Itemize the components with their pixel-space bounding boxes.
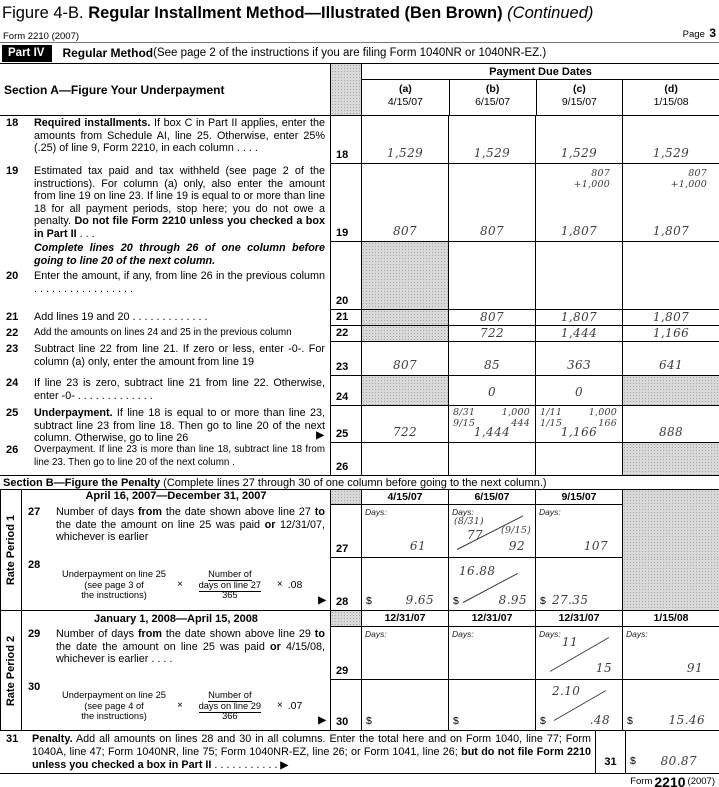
section-a-title: Section A—Figure Your Underpayment <box>0 64 330 116</box>
part-iv-badge: Part IV <box>2 45 52 62</box>
rate-2-date-a: 12/31/07 <box>361 611 448 627</box>
header-number-cell <box>330 64 361 116</box>
line-22-text: Add the amounts on lines 24 and 25 in the previous column <box>34 327 292 338</box>
days-label: Days: <box>539 629 561 639</box>
multiply-icon: × <box>177 578 183 590</box>
row-18-value-b: 1,529 <box>473 146 511 160</box>
line-27-text: Number of days from the date shown above line 27 to the date the amount on line 25 was paid or 12/31/07, whichever is earlier <box>56 506 326 543</box>
line-30-rate: .07 <box>287 699 303 712</box>
line-29-number: 29 <box>28 628 41 640</box>
dollar-sign: $ <box>540 715 546 727</box>
rate-2-date-d: 1/15/08 <box>622 611 719 627</box>
line-31-number: 31 <box>6 733 19 745</box>
row-29-days-c-old: 11 <box>562 635 579 649</box>
line-19-text: Estimated tax paid and tax withheld (see page 2 of the instructions). For column (a) only, also enter the amount from line 19 on line 23. If line 19 is equal to or more than line 18 for all payment periods, stop here; you do not owe a penalty. Do not file Form 2210 unless you checked a box in Part II . . . <box>34 165 325 240</box>
row-27-days-c: 107 <box>583 539 608 553</box>
row-19-value-c: 1,807 <box>560 224 598 238</box>
rate-2-date-row <box>330 611 719 627</box>
row-20-label <box>0 242 330 310</box>
row-29-cell-d <box>622 627 719 680</box>
row-30-formula <box>22 680 330 730</box>
figure-title-continued: (Continued) <box>507 4 594 22</box>
row-21-value-c: 1,807 <box>560 310 598 324</box>
line-28-rate: .08 <box>287 578 303 591</box>
row-19 <box>330 164 719 242</box>
row-25-value-d: 888 <box>658 425 684 439</box>
multiply-icon: × <box>276 578 283 590</box>
row-24-label <box>0 376 330 406</box>
rate-1-grid <box>330 490 719 610</box>
row-27-num: 27 <box>330 505 361 558</box>
rate-2-date-b: 12/31/07 <box>448 611 535 627</box>
page-number: 3 <box>709 26 716 40</box>
rate-2-description-column <box>22 611 330 730</box>
multiply-icon: × <box>276 699 283 711</box>
line-30-underpayment-label: Underpayment on line 25 (see page 4 of the instructions) <box>62 690 166 722</box>
row-26-label <box>0 443 330 475</box>
rate-1-date-num-cell <box>330 490 361 505</box>
multiply-icon: × <box>177 699 183 711</box>
row-27-note-b1: (8/31) <box>454 516 484 527</box>
rate-1-shaded-d <box>622 505 719 558</box>
row-23-value-c: 363 <box>566 358 592 372</box>
row-24-num: 24 <box>330 376 361 406</box>
section-a <box>0 64 719 475</box>
col-header-d: (d) 1/15/08 <box>622 80 719 116</box>
row-27-days-b-new: 92 <box>508 539 525 553</box>
row-23-label <box>0 342 330 376</box>
days-label: Days: <box>452 507 474 517</box>
row-28 <box>330 558 719 610</box>
row-21-value-b: 807 <box>479 310 505 324</box>
days-label: Days: <box>365 507 387 517</box>
line-25-text: ▶ Underpayment. If line 18 is equal to or more than line 23, subtract line 23 from line 18. Then go to line 20 of the next column. Otherwise, go to line 26 <box>34 407 325 444</box>
section-a-description-column <box>0 64 330 475</box>
row-27-days-b-old: 77 <box>467 528 484 542</box>
row-25-pencil-note-b: 8/31 1,000 9/15 444 <box>453 407 530 429</box>
row-18 <box>330 116 719 164</box>
col-header-c: (c) 9/15/07 <box>536 80 623 116</box>
line-21-number: 21 <box>6 311 19 323</box>
figure-title-prefix: Figure 4-B. <box>2 4 89 22</box>
line-27-number: 27 <box>28 506 41 518</box>
row-23-value-b: 85 <box>483 358 501 372</box>
line-21-text: Add lines 19 and 20 . . . . . . . . . . . . . <box>34 311 208 323</box>
line-28-arrow-icon: ▶ <box>318 594 326 606</box>
row-31-label <box>0 731 595 773</box>
line-26-text: Overpayment. If line 23 is more than line 18, subtract line 18 from line 23. Then go to line 20 of the next column . <box>34 444 325 468</box>
dollar-sign: $ <box>630 755 636 767</box>
page-footer <box>0 774 719 787</box>
row-23-value-d: 641 <box>658 358 684 372</box>
row-18-value-d: 1,529 <box>652 146 690 160</box>
row-28-amount-b-new: 8.95 <box>498 593 527 607</box>
row-28-cell-b <box>448 558 535 610</box>
row-31-num-cell: 31 <box>595 731 625 773</box>
row-25-pencil-note-c: 1/11 1,000 1/15 166 <box>540 407 617 429</box>
row-25-num: 25 <box>330 406 361 443</box>
section-a-grid <box>330 64 719 475</box>
row-26 <box>330 443 719 475</box>
row-30-num: 30 <box>330 680 361 730</box>
row-29-cell-a <box>361 627 448 680</box>
line-28-fraction: Number of days on line 27 365 <box>198 569 262 601</box>
row-18-label <box>0 116 330 164</box>
row-25 <box>330 406 719 443</box>
row-24-value-c: 0 <box>574 385 584 399</box>
line-25-number: 25 <box>6 407 19 419</box>
row-29-label <box>22 627 330 680</box>
row-19-pencil-note-c: 807 +1,000 <box>573 168 610 190</box>
payment-due-dates-label: Payment Due Dates <box>362 64 719 80</box>
days-label: Days: <box>539 507 561 517</box>
row-31-penalty-amount: 80.87 <box>660 754 697 768</box>
row-18-value-a: 1,529 <box>386 146 424 160</box>
dollar-sign: $ <box>453 715 459 727</box>
row-30-cell-b <box>448 680 535 730</box>
figure-title <box>0 0 719 27</box>
footer-form-year: (2007) <box>687 776 715 787</box>
rate-1-description-column <box>22 490 330 610</box>
row-27-cell-c <box>535 505 622 558</box>
row-27-days-a: 61 <box>409 539 426 553</box>
line-28-underpayment-label: Underpayment on line 25 (see page 3 of the instructions) <box>62 569 166 601</box>
rate-1-date-a: 4/15/07 <box>361 490 448 505</box>
row-22-num: 22 <box>330 326 361 342</box>
figure-title-main: Regular Installment Method—Illustrated (Ben Brown) <box>88 4 508 22</box>
row-27-label <box>22 505 330 558</box>
rate-period-1-label: Rate Period 1 <box>0 490 22 610</box>
line-20-text: Enter the amount, if any, from line 26 in the previous column . . . . . . . . . . . . . . . . . <box>34 270 325 295</box>
row-19-value-b: 807 <box>479 224 505 238</box>
rate-1-date-b: 6/15/07 <box>448 490 535 505</box>
footer-form-word: Form <box>630 776 653 787</box>
section-b-title: Section B—Figure the Penalty (Complete lines 27 through 30 of one column before going to the next column.) <box>0 475 719 490</box>
row-27 <box>330 505 719 558</box>
row-30-cell-d <box>622 680 719 730</box>
row-24-value-b: 0 <box>487 385 497 399</box>
row-23-value-a: 807 <box>392 358 418 372</box>
row-21 <box>330 310 719 326</box>
row-19-value-d: 1,807 <box>652 224 690 238</box>
row-27-cell-a <box>361 505 448 558</box>
part-iv-header <box>0 42 719 64</box>
row-30-amount-c-old: 2.10 <box>552 684 581 698</box>
form-id: Form 2210 (2007) <box>3 31 80 42</box>
days-label: Days: <box>626 629 648 639</box>
page-word: Page <box>682 29 705 40</box>
line-26-number: 26 <box>6 444 19 456</box>
row-28-num: 28 <box>330 558 361 610</box>
line-30-fraction: Number of days on line 29 366 <box>198 690 262 722</box>
line-18-text: Required installments. If box C in Part II applies, enter the amounts from Schedule AI, line 25. Otherwise, enter 25% (.25) of line 9, Form 2210, in each column . . . . <box>34 117 325 154</box>
row-31-amount-cell <box>625 731 719 773</box>
form-id-row <box>0 27 719 42</box>
row-29-cell-c <box>535 627 622 680</box>
complete-lines-note: Complete lines 20 through 26 of one column before going to line 20 of the next column. <box>34 242 325 267</box>
line-19-number: 19 <box>6 165 19 177</box>
dollar-sign: $ <box>366 595 372 607</box>
row-22-value-b: 722 <box>479 326 505 340</box>
row-29-cell-b <box>448 627 535 680</box>
row-28-amount-c: 27.35 <box>552 593 589 607</box>
line-28-number: 28 <box>28 559 41 571</box>
dollar-sign: $ <box>540 595 546 607</box>
line-30-arrow-icon: ▶ <box>318 714 326 726</box>
line-20-number: 20 <box>6 270 19 282</box>
part-iv-title: Regular Method <box>62 46 154 60</box>
row-29-days-c-new: 15 <box>595 661 612 675</box>
row-22 <box>330 326 719 342</box>
row-30-amount-d: 15.46 <box>668 713 705 727</box>
row-26-shaded-d <box>622 443 719 475</box>
rate-period-1 <box>0 490 719 611</box>
row-22-value-d: 1,166 <box>652 326 690 340</box>
row-27-cell-b <box>448 505 535 558</box>
row-30-cell-a <box>361 680 448 730</box>
row-28-formula <box>22 558 330 610</box>
row-21-shaded-a <box>361 310 448 326</box>
rate-2-date-c: 12/31/07 <box>535 611 622 627</box>
row-28-amount-b-old: 16.88 <box>459 564 496 578</box>
row-18-num: 18 <box>330 116 361 164</box>
col-header-a: (a) 4/15/07 <box>362 80 449 116</box>
line-18-number: 18 <box>6 117 19 129</box>
row-28-amount-a: 9.65 <box>405 593 434 607</box>
row-22-label <box>0 326 330 342</box>
row-18-value-c: 1,529 <box>560 146 598 160</box>
row-21-num: 21 <box>330 310 361 326</box>
payment-due-dates-header <box>330 64 719 116</box>
row-25-value-b: 1,444 <box>473 425 511 439</box>
line-24-text: If line 23 is zero, subtract line 21 from line 22. Otherwise, enter -0- . . . . . . . . . . . . . <box>34 377 325 402</box>
rate-1-shaded-d <box>622 490 719 505</box>
line-31-text: Penalty. Add all amounts on lines 28 and 30 in all columns. Enter the total here and on Form 1040, line 77; Form 1040A, line 47; Form 1040NR, line 75; Form 1040NR-EZ, line 26; or Form 1041, line 26; but do not file Form 2210 unless you checked a box in Part II . . . . . . . . . . . ▶ <box>32 733 591 771</box>
row-26-num: 26 <box>330 443 361 475</box>
row-19-pencil-note-d: 807 +1,000 <box>670 168 707 190</box>
rate-2-grid <box>330 611 719 730</box>
row-22-shaded-a <box>361 326 448 342</box>
line-24-number: 24 <box>6 377 19 389</box>
dollar-sign: $ <box>366 715 372 727</box>
row-23 <box>330 342 719 376</box>
row-29 <box>330 627 719 680</box>
rate-1-shaded-d <box>622 558 719 610</box>
days-label: Days: <box>365 629 387 639</box>
rate-1-period-dates: April 16, 2007—December 31, 2007 <box>85 490 267 502</box>
footer-form-number: 2210 <box>654 773 686 787</box>
col-header-b: (b) 6/15/07 <box>449 80 536 116</box>
rate-1-date-row <box>330 490 719 505</box>
rate-period-2-label: Rate Period 2 <box>0 611 22 730</box>
row-21-label <box>0 310 330 326</box>
line-23-text: Subtract line 22 from line 21. If zero or less, enter -0-. For column (a) only, enter the amount from line 19 <box>34 343 325 368</box>
row-29-num: 29 <box>330 627 361 680</box>
row-24-shaded-d <box>622 376 719 406</box>
row-23-num: 23 <box>330 342 361 376</box>
rate-2-period-dates: January 1, 2008—April 15, 2008 <box>94 613 258 625</box>
row-20-num: 20 <box>330 242 361 310</box>
row-24-shaded-a <box>361 376 448 406</box>
row-31 <box>0 731 719 774</box>
row-19-num: 19 <box>330 164 361 242</box>
row-22-value-c: 1,444 <box>560 326 598 340</box>
part-iv-note: (See page 2 of the instructions if you are filing Form 1040NR or 1040NR-EZ.) <box>153 47 547 59</box>
row-21-value-d: 1,807 <box>652 310 690 324</box>
rate-period-2 <box>0 611 719 731</box>
row-25-value-a: 722 <box>392 425 418 439</box>
days-label: Days: <box>452 629 474 639</box>
line-31-arrow-icon: ▶ <box>280 760 289 771</box>
row-30 <box>330 680 719 730</box>
row-28-cell-c <box>535 558 622 610</box>
line-22-number: 22 <box>6 327 19 339</box>
header-right <box>361 64 719 116</box>
row-28-cell-a <box>361 558 448 610</box>
row-19-label <box>0 164 330 242</box>
line-23-number: 23 <box>6 343 19 355</box>
line-29-text: Number of days from the date shown above line 29 to the date the amount on line 25 was paid or 4/15/08, whichever is earlier . . . . <box>56 628 326 665</box>
row-25-label <box>0 406 330 443</box>
rate-2-date-num-cell <box>330 611 361 627</box>
row-29-days-d: 91 <box>686 661 703 675</box>
row-20-shaded-a <box>361 242 448 310</box>
rate-1-date-c: 9/15/07 <box>535 490 622 505</box>
row-30-amount-c-new: .48 <box>589 713 610 727</box>
dollar-sign: $ <box>453 595 459 607</box>
line-30-number: 30 <box>28 681 41 693</box>
dollar-sign: $ <box>627 715 633 727</box>
row-24 <box>330 376 719 406</box>
row-20 <box>330 242 719 310</box>
page-indicator <box>683 24 716 42</box>
line-25-arrow-icon: ▶ <box>316 429 324 441</box>
row-30-cell-c <box>535 680 622 730</box>
row-25-value-c: 1,166 <box>560 425 598 439</box>
row-19-value-a: 807 <box>392 224 418 238</box>
row-27-note-b2: (9/15) <box>501 525 531 536</box>
